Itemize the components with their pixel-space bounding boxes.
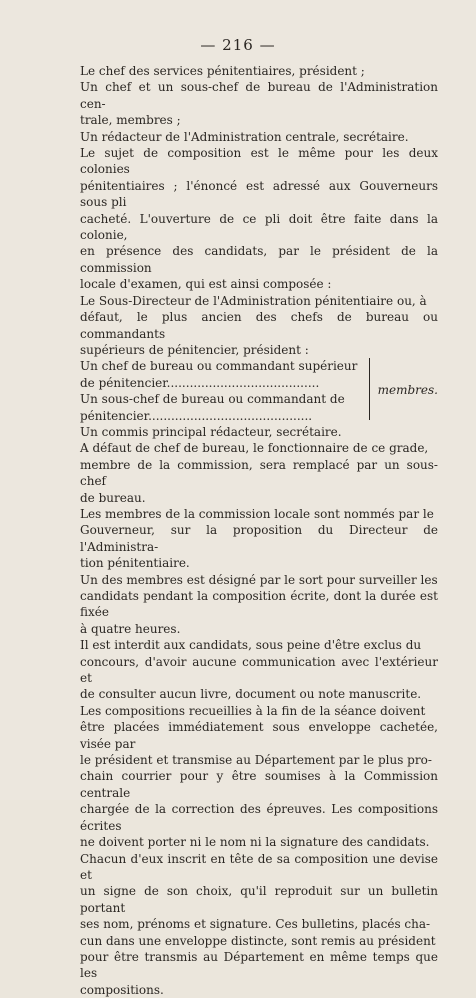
body-text	[80, 63, 438, 998]
text-line: de consulter aucun livre, document ou note manuscrite.	[80, 687, 422, 702]
text-line: locale d'examen, qui est ainsi composée :	[80, 277, 332, 292]
text-line: concours, d'avoir aucune communication avec l'extérieur et	[80, 654, 438, 686]
text-line: cacheté. L'ouverture de ce pli doit être faite dans la colonie,	[80, 211, 438, 243]
text-line: pour être transmis au Département en même temps que les	[80, 949, 438, 981]
members-brace-group	[80, 358, 438, 424]
text-line: chain courrier pour y être soumises à la Commission centrale	[80, 769, 438, 800]
text-line: Gouverneur, sur la proposition du Directeur de l'Administra-	[80, 523, 438, 554]
text-line: défaut, le plus ancien des chefs de bureau ou commandants	[80, 310, 438, 341]
text-line: Un chef de bureau ou commandant supérieur	[80, 359, 358, 374]
text-line: Un des membres est désigné par le sort pour surveiller les	[80, 572, 438, 587]
text-line: candidats pendant la composition écrite, dont la durée est fixée	[80, 589, 438, 620]
text-line: membre de la commission, sera remplacé par un sous-chef	[80, 457, 438, 489]
text-line: chargée de la correction des épreuves. Les compositions écrites	[80, 802, 438, 833]
text-line: supérieurs de pénitencier, président :	[80, 342, 309, 357]
text-line: Un chef et un sous-chef de bureau de l'Administration cen-	[80, 80, 438, 111]
text-line: trale, membres ;	[80, 113, 181, 128]
text-line: cun dans une enveloppe distincte, sont remis au président	[80, 933, 436, 948]
text-line: en présence des candidats, par le président de la commission	[80, 244, 438, 275]
text-line: Un commis principal rédacteur, secrétaire.	[80, 424, 342, 439]
text-line: de pénitencier........................................	[80, 375, 320, 390]
text-line: Chacun d'eux inscrit en tête de sa composition une devise et	[80, 851, 438, 882]
text-line: pénitentiaires ; l'énoncé est adressé aux Gouverneurs sous pli	[80, 178, 438, 210]
text-line: ne doivent porter ni le nom ni la signature des candidats.	[80, 835, 430, 850]
text-line: un signe de son choix, qu'il reproduit sur un bulletin portant	[80, 884, 438, 915]
text-line: à quatre heures.	[80, 621, 181, 636]
text-line: Le Sous-Directeur de l'Administration pénitentiaire ou, à	[80, 293, 427, 308]
text-line: Le sujet de composition est le même pour les deux colonies	[80, 146, 438, 177]
page-number: — 216 —	[200, 36, 276, 54]
text-line: Les compositions recueillies à la fin de la séance doivent	[80, 703, 426, 718]
text-line: pénitencier...........................................	[80, 408, 313, 423]
text-line: Il est interdit aux candidats, sous peine d'être exclus du	[80, 638, 422, 653]
text-line: de bureau.	[80, 490, 146, 505]
text-line: le président et transmise au Département par le plus pro-	[80, 753, 432, 768]
text-line: Un rédacteur de l'Administration centrale, secrétaire.	[80, 129, 409, 144]
text-line: être placées immédiatement sous enveloppe cachetée, visée par	[80, 720, 438, 751]
curly-brace	[363, 358, 370, 420]
text-line: Un sous-chef de bureau ou commandant de	[80, 392, 345, 407]
text-line: Les membres de la commission locale sont nommés par le	[80, 506, 434, 521]
text-line: A défaut de chef de bureau, le fonctionnaire de ce grade,	[80, 441, 429, 456]
text-line: compositions.	[80, 982, 164, 997]
brace-label: membres.	[377, 383, 438, 398]
text-line: tion pénitentiaire.	[80, 556, 190, 571]
text-line: ses nom, prénoms et signature. Ces bulletins, placés cha-	[80, 917, 431, 932]
text-line: Le chef des services pénitentiaires, président ;	[80, 64, 365, 78]
